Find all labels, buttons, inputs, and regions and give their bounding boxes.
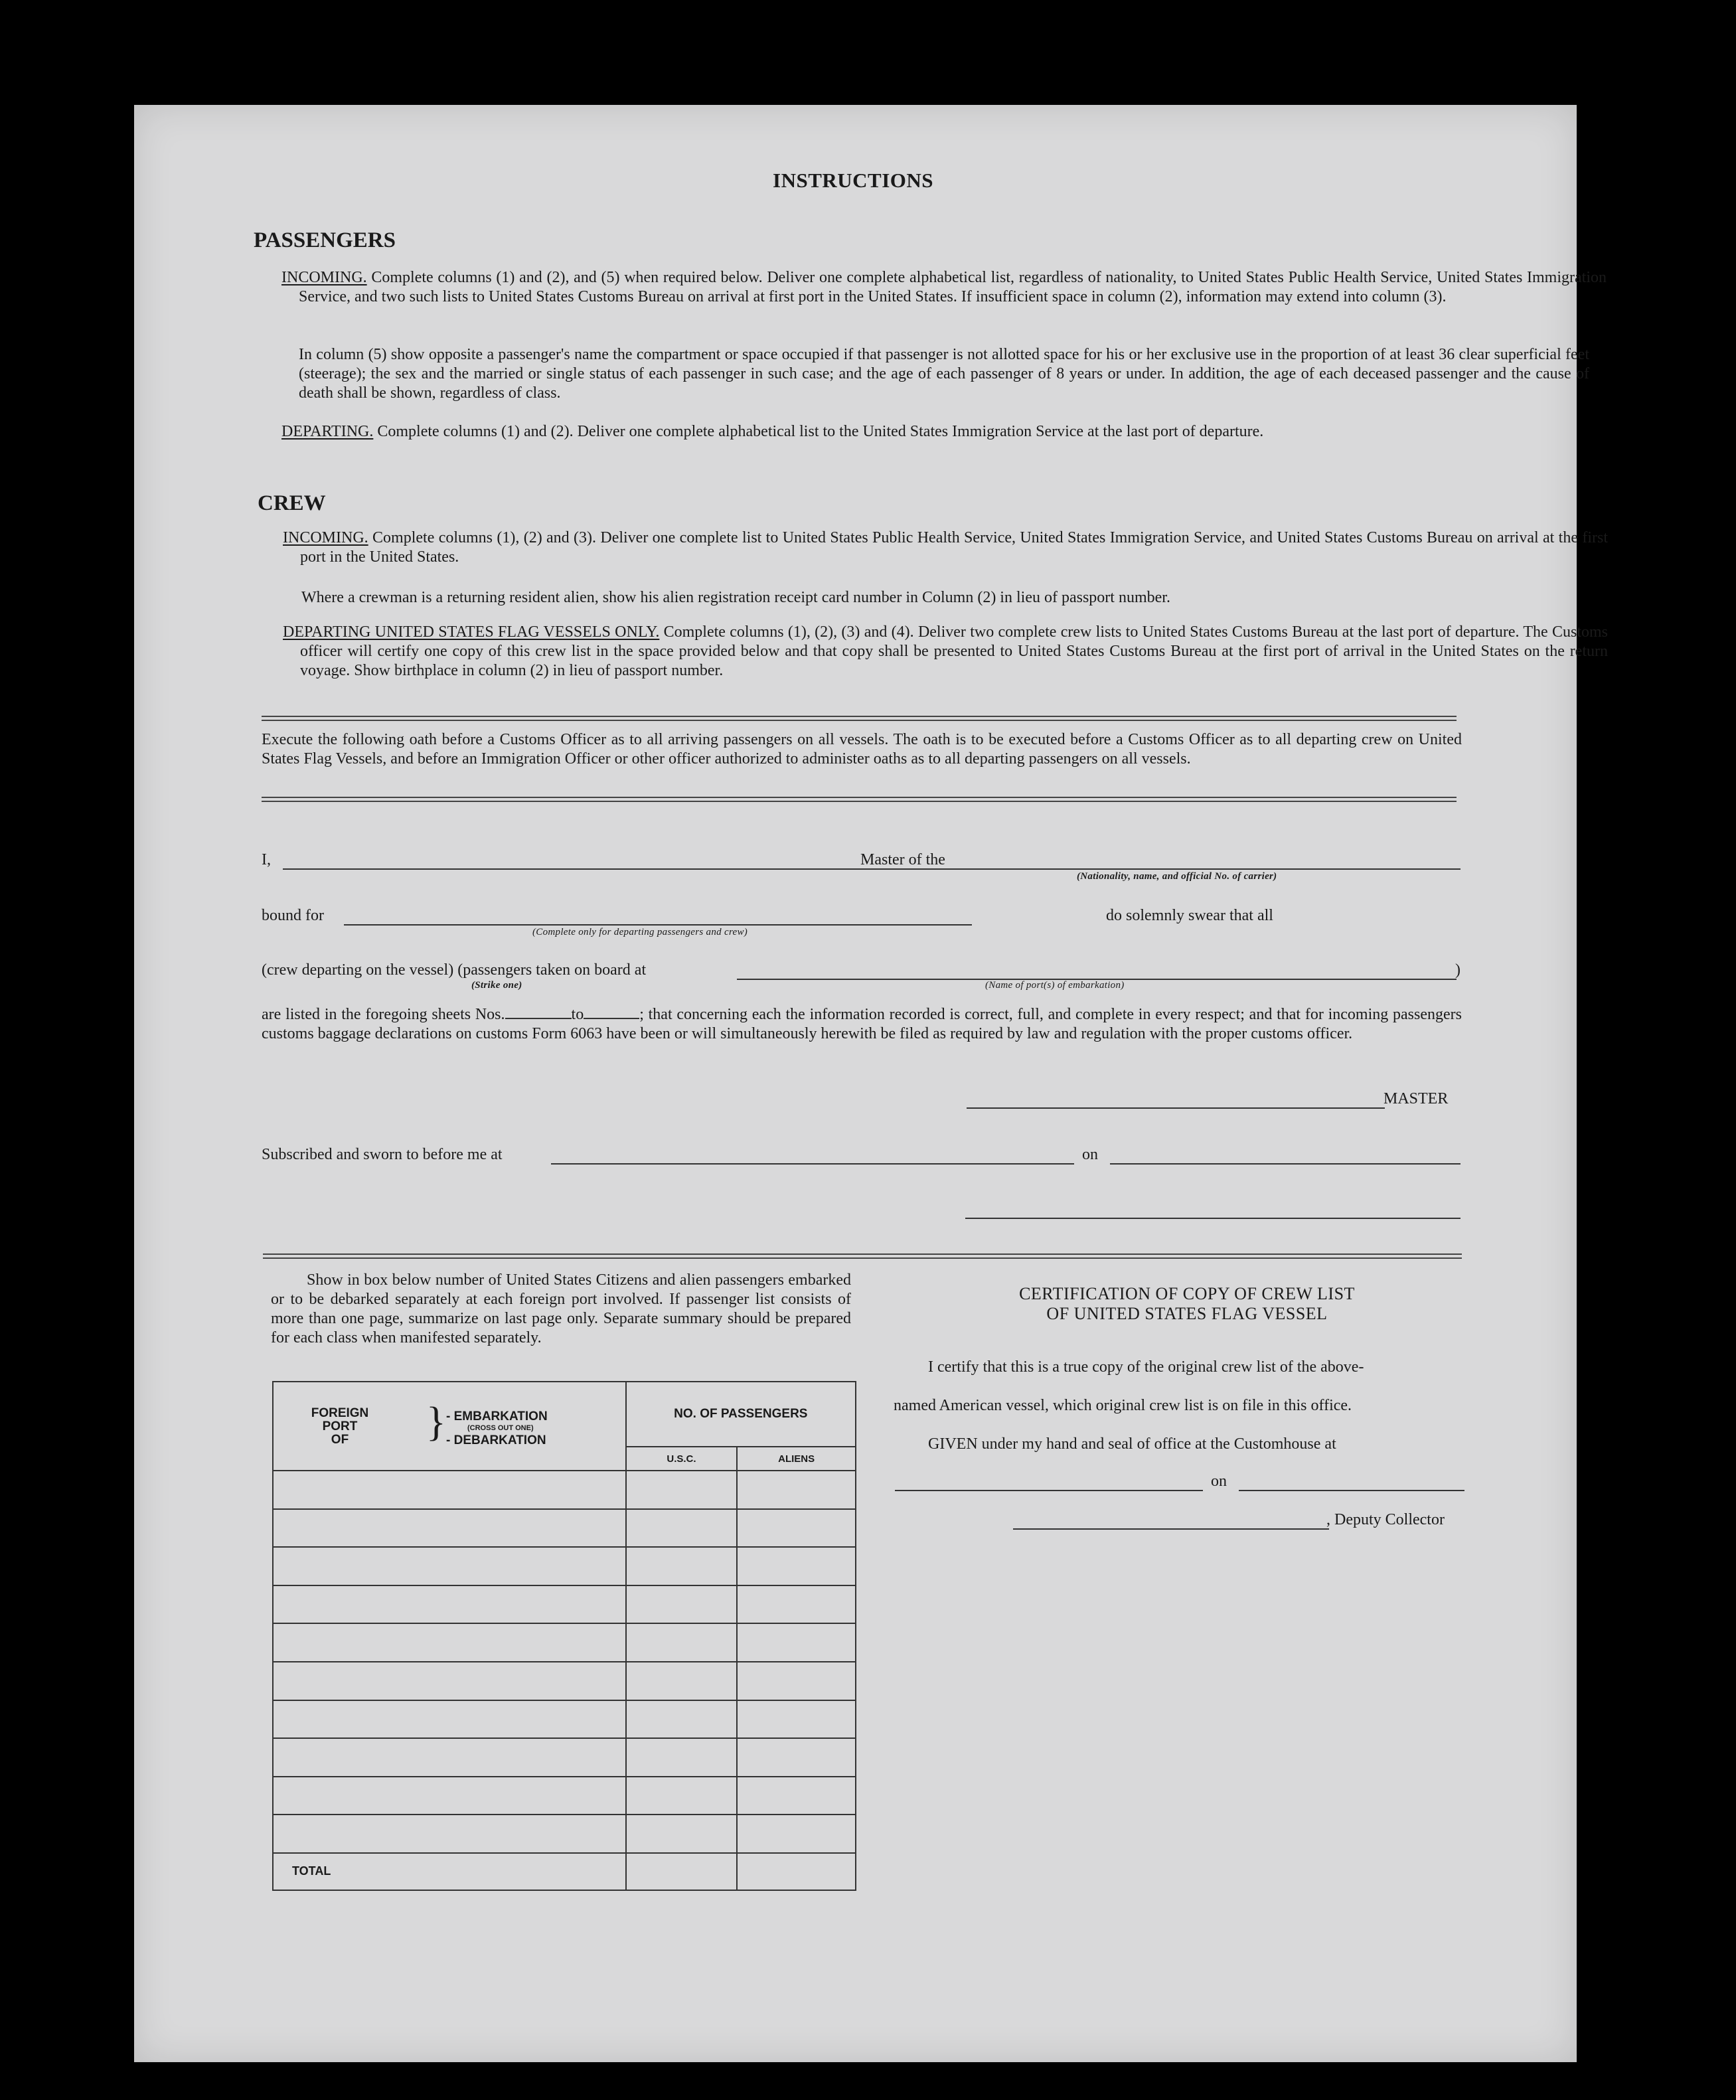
- aliens-cell[interactable]: [737, 1585, 856, 1624]
- crew-incoming-paragraph: [283, 528, 1608, 567]
- summary-row: [273, 1623, 856, 1662]
- ports-caption: (Name of port(s) of embarkation): [985, 980, 1125, 991]
- port-cell[interactable]: [273, 1471, 626, 1509]
- oath-instructions: Execute the following oath before a Customs Officer as to all arriving passengers on all vessels. The oath is to be executed before a Customs Officer as to all departing crew on United States Flag Vessels, and before an Immigration Officer or other officer authorized to administer oaths as to all departing passengers on all vessels.: [262, 731, 1462, 767]
- certify-line2: named American vessel, which original crew list is on file in this office.: [894, 1397, 1352, 1414]
- summary-row: [273, 1509, 856, 1548]
- usc-cell[interactable]: [626, 1471, 738, 1509]
- close-paren: ): [1455, 961, 1460, 979]
- deputy-signature-field[interactable]: [1013, 1528, 1329, 1530]
- crew-passengers-label: (crew departing on the vessel) (passengers taken on board at: [262, 961, 647, 979]
- passengers-incoming-label: INCOMING.: [281, 269, 367, 286]
- listed-paragraph: [262, 1005, 1462, 1044]
- usc-header: U.S.C.: [626, 1447, 738, 1471]
- carrier-field[interactable]: [963, 868, 1460, 870]
- usc-cell[interactable]: [626, 1738, 738, 1777]
- total-aliens-cell[interactable]: [737, 1853, 856, 1890]
- port-cell[interactable]: [273, 1815, 626, 1853]
- of-label: OF: [331, 1433, 349, 1447]
- port-cell[interactable]: [273, 1623, 626, 1662]
- strike-caption: (Strike one): [471, 980, 522, 991]
- foreign-label: FOREIGN: [311, 1406, 369, 1420]
- divider-2: [262, 797, 1457, 802]
- passengers-incoming-paragraph: [281, 268, 1607, 307]
- passengers-departing-paragraph: [281, 422, 1607, 442]
- summary-row: [273, 1777, 856, 1815]
- oath-i-label: I,: [262, 851, 271, 868]
- total-label: TOTAL: [292, 1864, 331, 1878]
- summary-row: [273, 1738, 856, 1777]
- passengers-departing-label: DEPARTING.: [281, 423, 374, 440]
- total-usc-cell[interactable]: [626, 1853, 738, 1890]
- brace-icon: }: [426, 1400, 446, 1445]
- master-label: MASTER: [1383, 1090, 1449, 1107]
- summary-row: [273, 1547, 856, 1585]
- subscribed-date-field[interactable]: [1110, 1163, 1460, 1165]
- crew-departing-paragraph: [283, 623, 1608, 681]
- passengers-heading: PASSENGERS: [254, 228, 396, 252]
- crew-incoming-text: Complete columns (1), (2) and (3). Deliver one complete list to United States Public Health Service, United States Immigration Service, and United States Customs Bureau on arrival at the first port in the United States.: [300, 529, 1609, 566]
- master-of-label: Master of the: [860, 851, 945, 868]
- to-label: to: [571, 1006, 584, 1023]
- aliens-cell[interactable]: [737, 1471, 856, 1509]
- port-cell[interactable]: [273, 1777, 626, 1815]
- divider-1: [262, 716, 1457, 721]
- crew-departing-label: DEPARTING UNITED STATES FLAG VESSELS ONLY.: [283, 623, 660, 641]
- usc-cell[interactable]: [626, 1777, 738, 1815]
- bound-for-label: bound for: [262, 907, 324, 924]
- summary-row: [273, 1700, 856, 1739]
- customhouse-field[interactable]: [895, 1490, 1203, 1491]
- cross-out-label: (CROSS OUT ONE): [467, 1424, 534, 1432]
- crew-incoming-label: INCOMING.: [283, 529, 368, 546]
- aliens-cell[interactable]: [737, 1662, 856, 1700]
- aliens-cell[interactable]: [737, 1738, 856, 1777]
- master-signature-field[interactable]: [967, 1107, 1385, 1109]
- aliens-cell[interactable]: [737, 1623, 856, 1662]
- sheets-from-field[interactable]: [505, 1018, 572, 1019]
- no-of-passengers-header: NO. OF PASSENGERS: [626, 1382, 856, 1447]
- officer-signature-field[interactable]: [965, 1218, 1460, 1219]
- bound-for-field[interactable]: [344, 924, 972, 926]
- page-title: INSTRUCTIONS: [773, 169, 934, 192]
- crew-departing-text: Complete columns (1), (2), (3) and (4). Deliver two complete crew lists to United States Customs Bureau at the last port of departure. The Customs officer will certify one copy of this crew list in the space provided below and that copy shall be presented to United States Customs Bureau at the first port of arrival in the United States on the return voyage. Show birthplace in column (2) in lieu of passport number.: [300, 623, 1608, 679]
- aliens-cell[interactable]: [737, 1509, 856, 1548]
- subscribed-on-label: on: [1082, 1146, 1098, 1163]
- summary-row: [273, 1585, 856, 1624]
- divider-3: [263, 1253, 1462, 1259]
- embarkation-label: - EMBARKATION: [446, 1410, 548, 1423]
- swear-label: do solemnly swear that all: [1106, 907, 1273, 924]
- usc-cell[interactable]: [626, 1623, 738, 1662]
- subscribed-label: Subscribed and sworn to before me at: [262, 1146, 503, 1163]
- port-cell[interactable]: [273, 1738, 626, 1777]
- aliens-cell[interactable]: [737, 1777, 856, 1815]
- form-sheet: [134, 105, 1609, 2062]
- crew-heading: CREW: [258, 491, 326, 515]
- usc-cell[interactable]: [626, 1815, 738, 1853]
- passenger-summary-table: [272, 1381, 856, 1891]
- port-header-cell: [273, 1382, 626, 1471]
- certification-date-field[interactable]: [1239, 1490, 1464, 1491]
- summary-instructions: Show in box below number of United States Citizens and alien passengers embarked or to be debarked separately at each foreign port involved. If passenger list consists of more than one page, summarize on last page only. Separate summary should be prepared for each class when manifested separately.: [271, 1271, 851, 1346]
- passengers-departing-text: Complete columns (1) and (2). Deliver one complete alphabetical list to the United States Immigration Service at the last port of departure.: [377, 423, 1264, 440]
- carrier-caption: (Nationality, name, and official No. of carrier): [1077, 871, 1277, 882]
- bound-for-caption: (Complete only for departing passengers and crew): [532, 927, 748, 937]
- summary-row: [273, 1471, 856, 1509]
- passengers-column5-paragraph: In column (5) show opposite a passenger's name the compartment or space occupied if that passenger is not allotted space for his or her exclusive use in the proportion of at least 36 clear superficial feet (steerage); the sex and the married or single status of each passenger in such case; and the age of each passenger of 8 years or under. In addition, the age of each deceased passenger and the cause of death shall be shown, regardless of class.: [299, 346, 1589, 402]
- total-label-cell: [273, 1853, 626, 1890]
- debarkation-label: - DEBARKATION: [446, 1433, 546, 1447]
- port-cell[interactable]: [273, 1585, 626, 1624]
- port-cell[interactable]: [273, 1509, 626, 1548]
- certify-line1: I certify that this is a true copy of the original crew list of the above-: [928, 1358, 1364, 1376]
- usc-cell[interactable]: [626, 1662, 738, 1700]
- certification-heading: [981, 1284, 1393, 1324]
- port-label: PORT: [322, 1419, 358, 1433]
- usc-cell[interactable]: [626, 1585, 738, 1624]
- port-cell[interactable]: [273, 1662, 626, 1700]
- certification-heading-line2: OF UNITED STATES FLAG VESSEL: [1046, 1304, 1328, 1323]
- given-line: GIVEN under my hand and seal of office at the Customhouse at: [928, 1435, 1336, 1453]
- usc-cell[interactable]: [626, 1547, 738, 1585]
- listed-text: ; that concerning each the information recorded is correct, full, and complete in every respect; and that for incoming passengers customs baggage declarations on customs Form 6063 have been or will simultaneously herewith be filed as required by law and regulation with the proper customs officer.: [262, 1006, 1462, 1042]
- crew-resident-paragraph: Where a crewman is a returning resident alien, show his alien registration receipt card number in Column (2) in lieu of passport number.: [301, 589, 1170, 606]
- subscribed-place-field[interactable]: [551, 1163, 1074, 1165]
- certification-on-label: on: [1211, 1473, 1227, 1490]
- port-cell[interactable]: [273, 1547, 626, 1585]
- deputy-collector-label: , Deputy Collector: [1326, 1511, 1445, 1528]
- aliens-cell[interactable]: [737, 1815, 856, 1853]
- usc-cell[interactable]: [626, 1700, 738, 1739]
- listed-prefix: are listed in the foregoing sheets Nos.: [262, 1006, 505, 1023]
- sheets-to-field[interactable]: [584, 1018, 639, 1019]
- certification-heading-line1: CERTIFICATION OF COPY OF CREW LIST: [1019, 1284, 1355, 1303]
- aliens-header: ALIENS: [737, 1447, 856, 1471]
- port-cell[interactable]: [273, 1700, 626, 1739]
- aliens-cell[interactable]: [737, 1547, 856, 1585]
- usc-cell[interactable]: [626, 1509, 738, 1548]
- summary-row: [273, 1815, 856, 1853]
- summary-row: [273, 1662, 856, 1700]
- passengers-incoming-text: Complete columns (1) and (2), and (5) when required below. Deliver one complete alphabetical list, regardless of nationality, to United States Public Health Service, United States Immigration Service, and two such lists to United States Customs Bureau on arrival at first port in the United States. If insufficient space in column (2), information may extend into column (3).: [299, 269, 1607, 305]
- aliens-cell[interactable]: [737, 1700, 856, 1739]
